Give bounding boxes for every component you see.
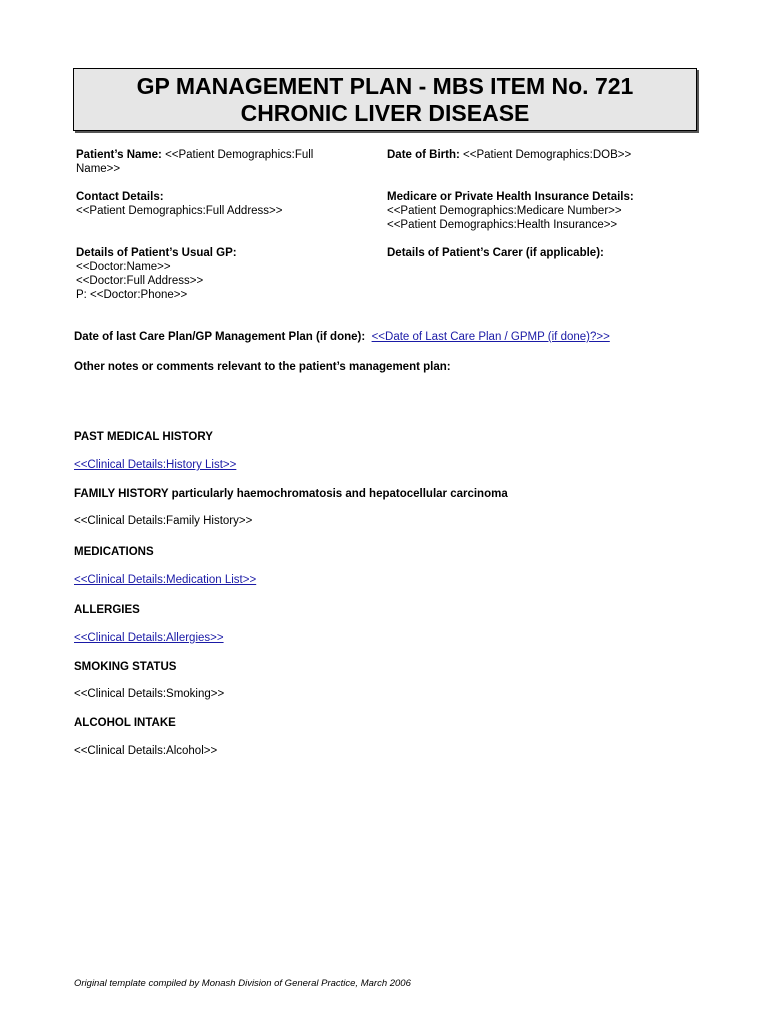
gp-address-value: <<Doctor:Full Address>> bbox=[76, 275, 204, 287]
contact-label: Contact Details: bbox=[76, 191, 164, 203]
dob-field bbox=[387, 148, 631, 162]
usual-gp-field bbox=[76, 246, 237, 302]
document-subtitle: CHRONIC LIVER DISEASE bbox=[240, 99, 530, 126]
family-history-value: <<Clinical Details:Family History>> bbox=[74, 515, 253, 527]
insurance-field bbox=[387, 190, 634, 232]
smoking-value: <<Clinical Details:Smoking>> bbox=[74, 688, 225, 700]
contact-field bbox=[76, 190, 282, 218]
insurance-label: Medicare or Private Health Insurance Details: bbox=[387, 191, 634, 203]
dob-label: Date of Birth: bbox=[387, 149, 460, 161]
medications-heading: MEDICATIONS bbox=[74, 546, 154, 558]
medicare-value: <<Patient Demographics:Medicare Number>> bbox=[387, 205, 622, 217]
care-plan-row bbox=[74, 330, 610, 344]
dob-value: <<Patient Demographics:DOB>> bbox=[463, 149, 632, 161]
title-box bbox=[73, 68, 697, 131]
contact-value: <<Patient Demographics:Full Address>> bbox=[76, 205, 283, 217]
smoking-heading: SMOKING STATUS bbox=[74, 661, 177, 673]
medication-list-link[interactable]: <<Clinical Details:Medication List>> bbox=[74, 574, 257, 586]
carer-label: Details of Patient’s Carer (if applicable): bbox=[387, 247, 604, 259]
carer-field bbox=[387, 246, 604, 260]
footer-note: Original template compiled by Monash Division of General Practice, March 2006 bbox=[74, 978, 411, 989]
alcohol-heading: ALCOHOL INTAKE bbox=[74, 717, 176, 729]
care-plan-link[interactable]: <<Date of Last Care Plan / GPMP (if done)?>> bbox=[371, 331, 610, 343]
allergies-heading: ALLERGIES bbox=[74, 604, 140, 616]
patient-name-field bbox=[76, 148, 366, 176]
gp-name-value: <<Doctor:Name>> bbox=[76, 261, 171, 273]
notes-label: Other notes or comments relevant to the patient’s management plan: bbox=[74, 361, 451, 373]
patient-name-label: Patient’s Name: bbox=[76, 149, 162, 161]
allergies-link[interactable]: <<Clinical Details:Allergies>> bbox=[74, 632, 224, 644]
patient-name-value-cont: Name>> bbox=[76, 163, 121, 175]
health-insurance-value: <<Patient Demographics:Health Insurance>> bbox=[387, 219, 618, 231]
care-plan-label: Date of last Care Plan/GP Management Plan (if done): bbox=[74, 331, 366, 343]
family-history-heading: FAMILY HISTORY particularly haemochromatosis and hepatocellular carcinoma bbox=[74, 488, 508, 500]
document-title: GP MANAGEMENT PLAN - MBS ITEM No. 721 bbox=[136, 72, 634, 99]
history-list-link[interactable]: <<Clinical Details:History List>> bbox=[74, 459, 237, 471]
usual-gp-label: Details of Patient’s Usual GP: bbox=[76, 247, 237, 259]
patient-name-value: <<Patient Demographics:Full bbox=[165, 149, 314, 161]
past-medical-heading: PAST MEDICAL HISTORY bbox=[74, 431, 213, 443]
alcohol-value: <<Clinical Details:Alcohol>> bbox=[74, 745, 218, 757]
gp-phone-value: P: <<Doctor:Phone>> bbox=[76, 289, 188, 301]
